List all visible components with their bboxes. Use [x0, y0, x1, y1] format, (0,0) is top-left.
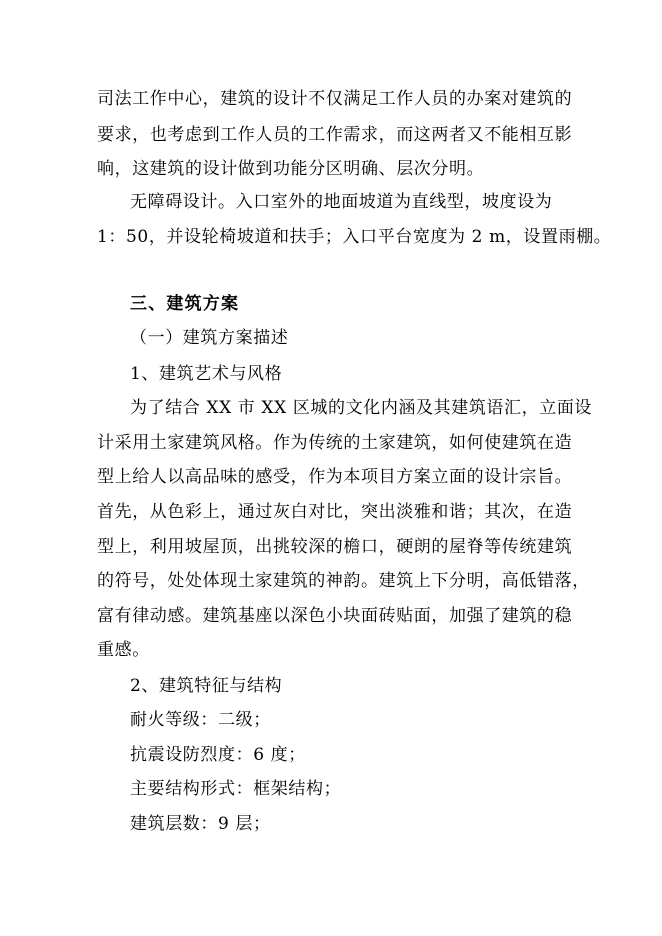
paragraph-line: 响，这建筑的设计做到功能分区明确、层次分明。 — [97, 159, 485, 179]
paragraph-line: 的符号，处处体现土家建筑的神韵。建筑上下分明，高低错落， — [97, 571, 590, 591]
paragraph-line: 型上给人以高品味的感受，作为本项目方案立面的设计宗旨。 — [97, 467, 573, 487]
section-heading: 三、建筑方案 — [130, 294, 240, 314]
paragraph-line: 无障碍设计。入口室外的地面坡道为直线型，坡度设为 — [130, 192, 553, 212]
paragraph-line: 重感。 — [97, 640, 150, 660]
subsection-heading: （一）建筑方案描述 — [130, 328, 289, 348]
paragraph-line: 首先，从色彩上，通过灰白对比，突出淡雅和谐；其次，在造 — [97, 502, 573, 522]
item-heading: 1、建筑艺术与风格 — [130, 364, 283, 384]
paragraph-line: 富有律动感。建筑基座以深色小块面砖贴面，加强了建筑的稳 — [97, 606, 573, 626]
paragraph-line: 为了结合 XX 市 XX 区城的文化内涵及其建筑语汇，立面设 — [130, 398, 593, 418]
spec-line: 建筑层数：9 层； — [130, 814, 271, 834]
paragraph-line: 司法工作中心，建筑的设计不仅满足工作人员的办案对建筑的 — [97, 89, 573, 109]
paragraph-line: 型上，利用坡屋顶，出挑较深的檐口，硬朗的屋脊等传统建筑 — [97, 537, 573, 557]
spec-line: 耐火等级：二级； — [130, 710, 271, 730]
spec-line: 主要结构形式：框架结构； — [130, 779, 342, 799]
paragraph-line: 要求，也考虑到工作人员的工作需求，而这两者又不能相互影 — [97, 125, 573, 145]
paragraph-line: 计采用土家建筑风格。作为传统的土家建筑，如何使建筑在造 — [97, 433, 573, 453]
item-heading: 2、建筑特征与结构 — [130, 676, 283, 696]
spec-line: 抗震设防烈度：6 度； — [130, 745, 306, 765]
paragraph-line: 1：50，并设轮椅坡道和扶手；入口平台宽度为 2 m，设置雨棚。 — [97, 227, 612, 247]
